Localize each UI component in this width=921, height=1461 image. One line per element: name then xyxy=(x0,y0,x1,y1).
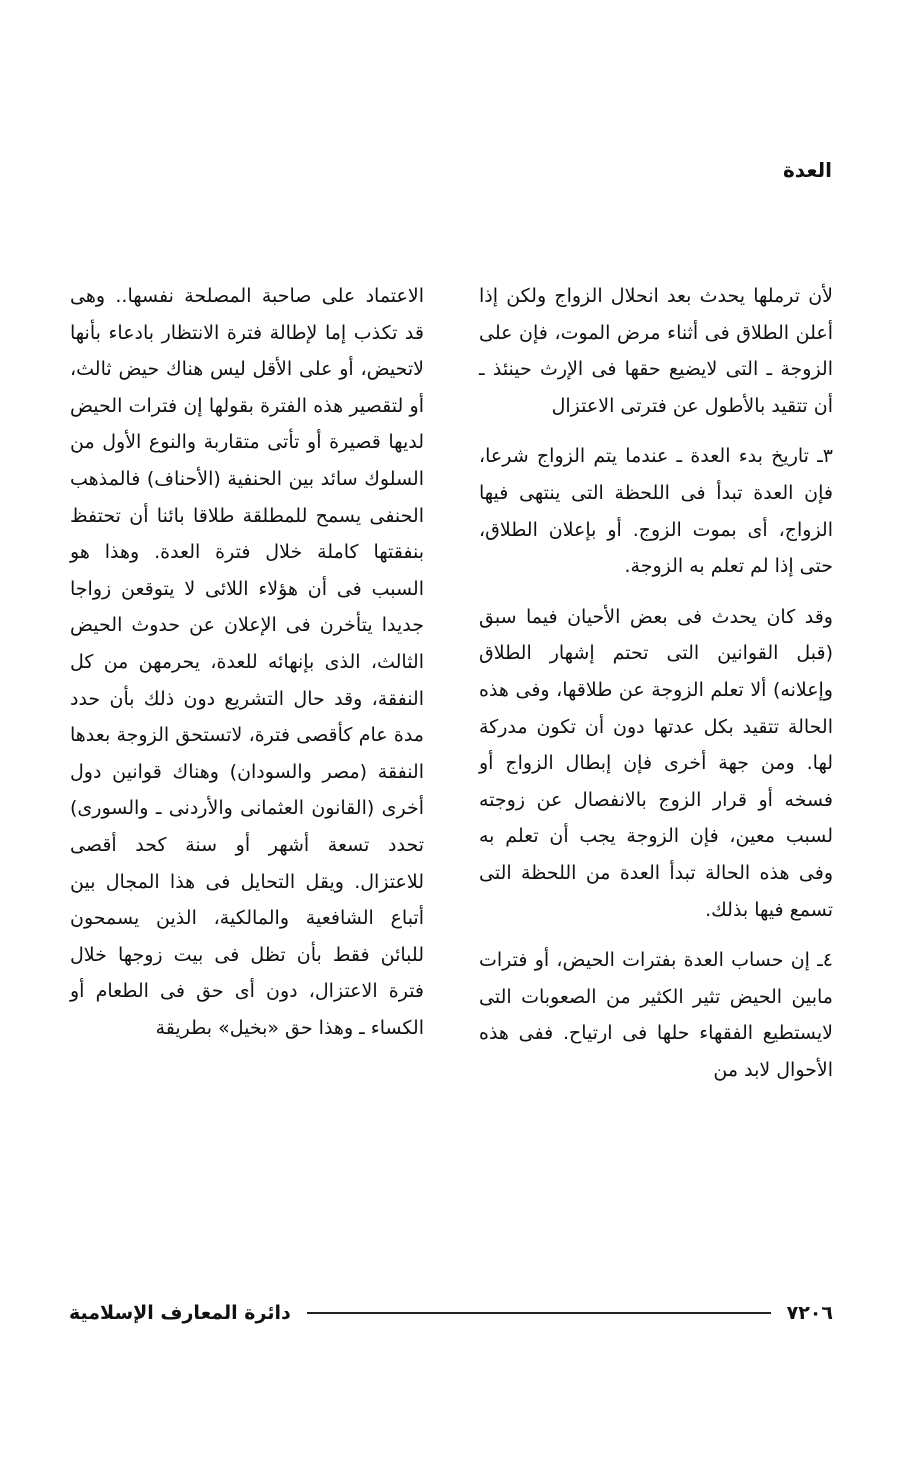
publication-title: دائرة المعارف الإسلامية xyxy=(69,1302,291,1324)
page-footer xyxy=(69,1293,833,1333)
paragraph: وقد كان يحدث فى بعض الأحيان فيما سبق (قبل القوانين التى تحتم إشهار الطلاق وإعلانه) ألا تعلم الزوجة عن طلاقها، وفى هذه الحالة تتقيد بكل عدتها دون أن تكون مدركة لها. ومن جهة أخرى فإن إبطال الزواج أو فسخه أو قرار الزوج بالانفصال عن زوجته لسبب معين، فإن الزوجة يجب أن تعلم به وفى هذه الحالة تبدأ العدة من اللحظة التى تسمع فيها بذلك. xyxy=(479,605,833,921)
text-column-left xyxy=(70,278,424,1060)
paragraph: ٣ـ تاريخ بدء العدة ـ عندما يتم الزواج شرعا، فإن العدة تبدأ فى اللحظة التى ينتهى فيها الزواج، أى بموت الزوج. أو بإعلان الطلاق، حتى إذا لم تعلم به الزوجة. xyxy=(479,445,833,578)
paragraph: الاعتماد على صاحبة المصلحة نفسها.. وهى قد تكذب إما لإطالة فترة الانتظار بادعاء بأنها لاتحيض، أو على الأقل ليس هناك حيض ثالث، أو لتقصير هذه الفترة بقولها إن فترات الحيض لديها قصيرة أو تأتى متقاربة والنوع الأول من السلوك سائد بين الحنفية (الأحناف) فالمذهب الحنفى يسمح للمطلقة طلاقا بائنا أن تحتفظ بنفقتها كاملة خلال فترة العدة. وهذا هو السبب فى أن هؤلاء اللائى لا يتوقعن زواجا جديدا يتأخرن فى الإعلان عن حدوث الحيض الثالث، الذى بإنهائه للعدة، يحرمهن من كل النفقة، وقد حال التشريع دون ذلك بأن حدد مدة عام كأقصى فترة، لاتستحق الزوجة بعدها النفقة (مصر والسودان) وهناك قوانين دول أخرى (القانون العثمانى والأردنى ـ والسورى) تحدد تسعة أشهر أو سنة كحد أقصى للاعتزال. ويقل التحايل فى هذا المجال بين أتباع الشافعية والمالكية، الذين يسمحون للبائن فقط بأن تظل فى بيت زوجها خلال فترة الاعتزال، دون أى حق فى الطعام أو الكساء ـ وهذا حق «بخيل» بطريقة xyxy=(70,285,424,1039)
footer-rule xyxy=(307,1312,771,1314)
paragraph: ٤ـ إن حساب العدة بفترات الحيض، أو فترات مابين الحيض تثير الكثير من الصعوبات التى لايستطيع الفقهاء حلها فى ارتياح. ففى هذه الأحوال لابد من xyxy=(479,949,833,1081)
text-column-right xyxy=(479,278,833,1102)
page-number: ٧٢٠٦ xyxy=(786,1302,833,1324)
running-head-title: العدة xyxy=(782,158,832,182)
paragraph: لأن ترملها يحدث بعد انحلال الزواج ولكن إذا أعلن الطلاق فى أثناء مرض الموت، فإن على الزوجة ـ التى لايضيع حقها فى الإرث حينئذ ـ أن تتقيد بالأطول عن فترتى الاعتزال xyxy=(479,285,833,417)
